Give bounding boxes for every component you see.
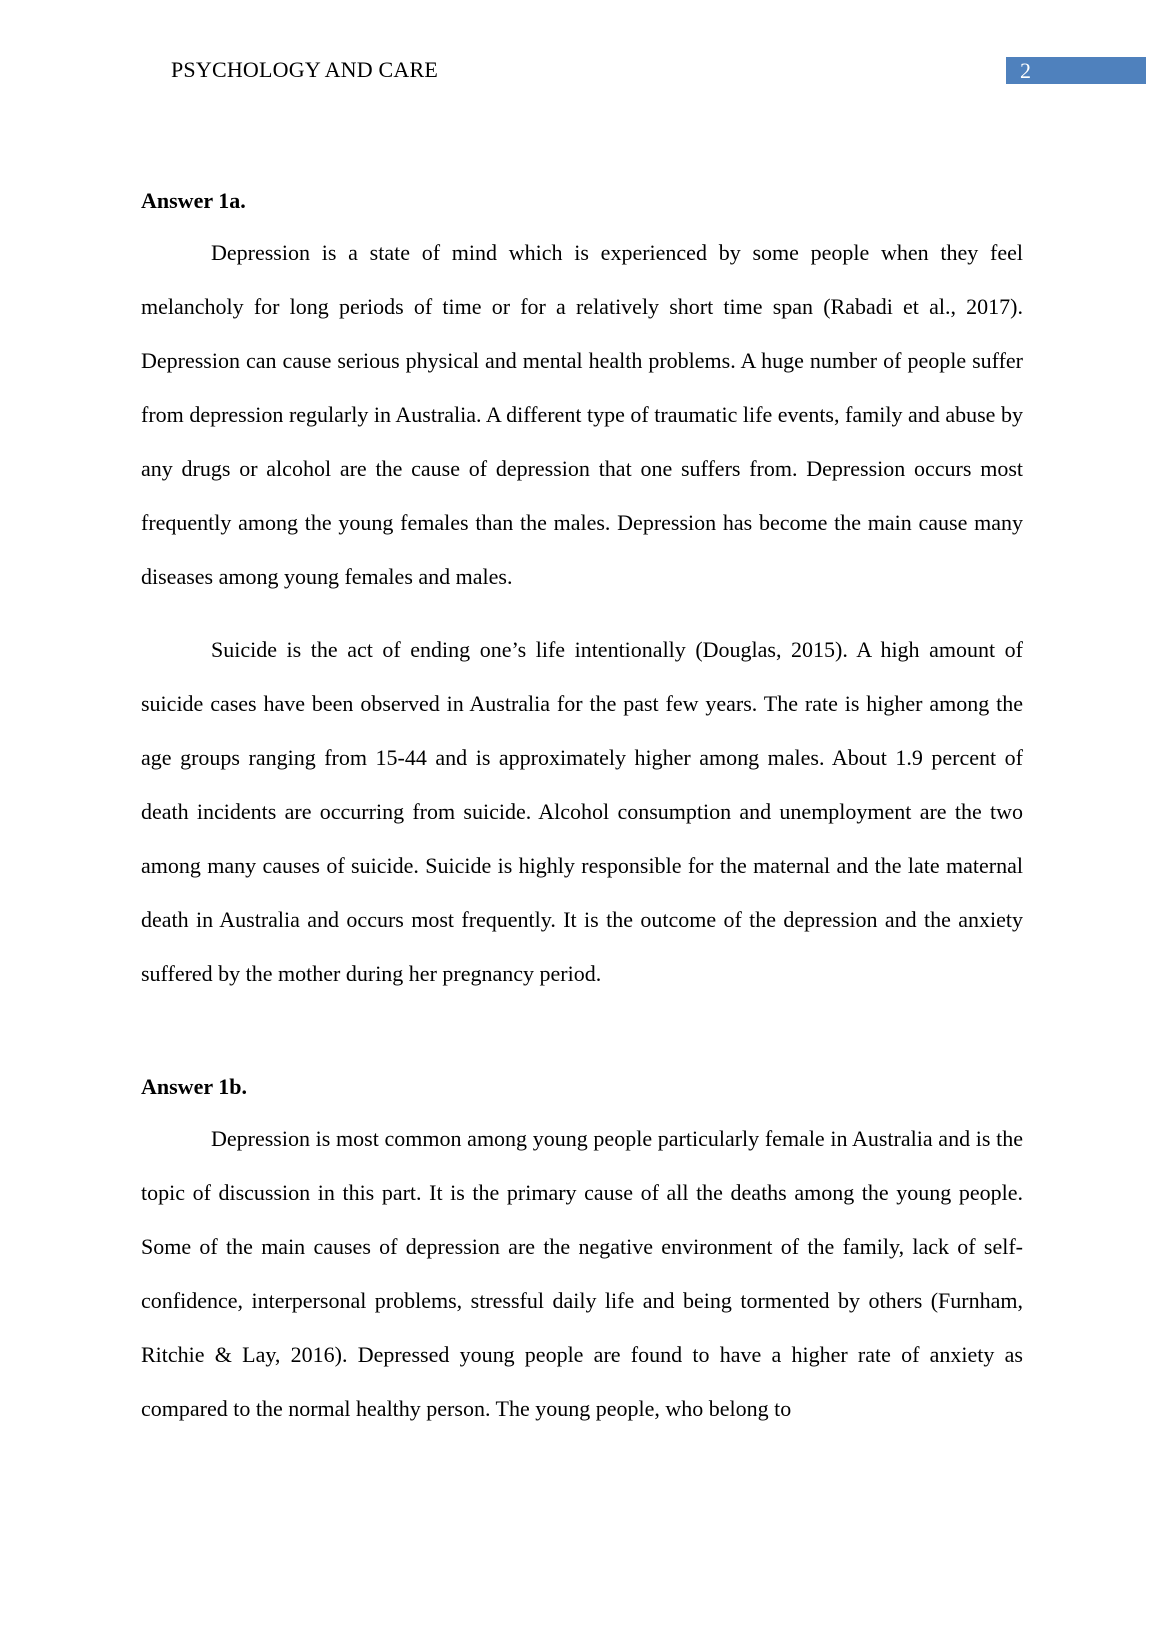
page-number-badge (1006, 57, 1146, 84)
paragraph-suicide-definition: Suicide is the act of ending one’s life intentionally (Douglas, 2015). A high amount of suicide cases have been observed in Australia for the past few years. The rate is higher among the age groups ranging from 15-44 and is approximately higher among males. About 1.9 percent of death incidents are occurring from suicide. Alcohol consumption and unemployment are the two among many causes of suicide. Suicide is highly responsible for the maternal and the late maternal death in Australia and occurs most frequently. It is the outcome of the depression and the anxiety suffered by the mother during her pregnancy period. (141, 637, 1023, 986)
paragraph-depression-young-people: Depression is most common among young people particularly female in Australia and is the topic of discussion in this part. It is the primary cause of all the deaths among the young people. Some of the main causes of depression are the negative environment of the family, lack of self-confidence, interpersonal problems, stressful daily life and being tormented by others (Furnham, Ritchie & Lay, 2016). Depressed young people are found to have a higher rate of anxiety as compared to the normal healthy person. The young people, who belong to (141, 1126, 1023, 1421)
document-body (141, 185, 1023, 1436)
paragraph-depression-definition: Depression is a state of mind which is experienced by some people when they feel melancholy for long periods of time or for a relatively short time span (Rabadi et al., 2017). Depression can cause serious physical and mental health problems. A huge number of people suffer from depression regularly in Australia. A different type of traumatic life events, family and abuse by any drugs or alcohol are the cause of depression that one suffers from. Depression occurs most frequently among the young females than the males. Depression has become the main cause many diseases among young females and males. (141, 240, 1023, 589)
section-heading-answer-1b: Answer 1b. (141, 1074, 247, 1099)
running-header-title: PSYCHOLOGY AND CARE (171, 57, 439, 82)
section-heading-answer-1a: Answer 1a. (141, 188, 246, 213)
page-number: 2 (1020, 58, 1031, 83)
